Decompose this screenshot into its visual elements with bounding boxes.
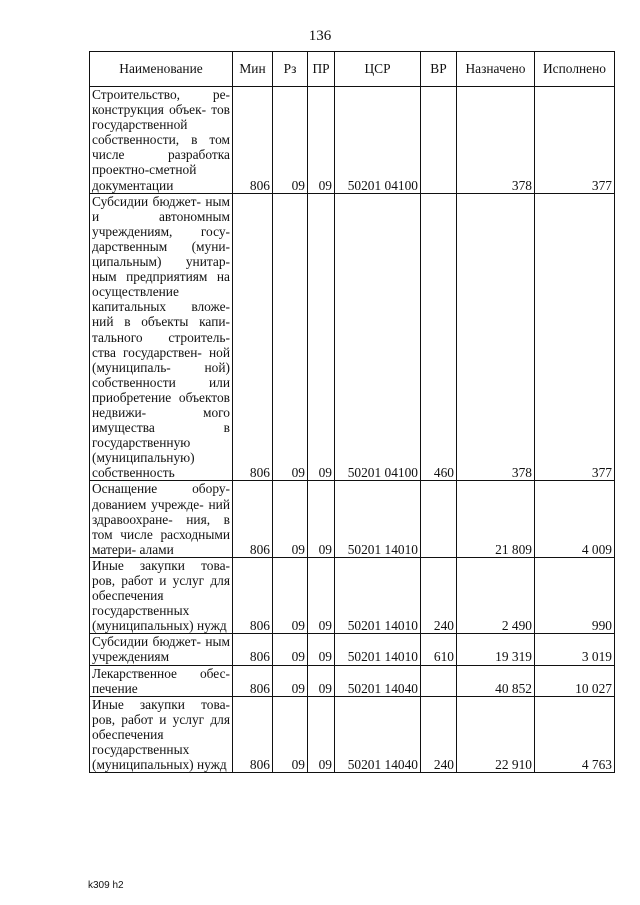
cell-assigned: 378 [457, 87, 535, 194]
cell-name-line: Оснащение обору- [92, 481, 230, 497]
cell-name-line: нужд [197, 757, 227, 773]
cell-name-line: собственность [92, 465, 175, 481]
cell-name-line: ципальным) унитар- [92, 254, 230, 270]
cell-rz: 09 [273, 696, 308, 772]
cell-name-line: учреждениям, госу- [92, 223, 230, 239]
cell-name-line: для обеспечения [92, 573, 230, 604]
header-name: Наименование [90, 52, 233, 87]
cell-name-line: капитальных вложе- [92, 299, 230, 315]
cell-csr: 50201 04100 [335, 87, 421, 194]
header-vr: ВР [421, 52, 457, 87]
cell-vr [421, 481, 457, 557]
cell-assigned: 40 852 [457, 665, 535, 696]
cell-name-line: государственных [92, 742, 190, 758]
cell-min: 806 [233, 665, 273, 696]
cell-name [90, 481, 233, 557]
cell-name-line: Иные закупки това- [92, 557, 230, 573]
cell-executed: 990 [535, 557, 615, 633]
cell-pr: 09 [308, 696, 335, 772]
header-min: Мин [233, 52, 273, 87]
cell-rz: 09 [273, 634, 308, 665]
cell-name-line: государственных [92, 603, 190, 619]
cell-assigned: 2 490 [457, 557, 535, 633]
cell-name-line: конструкция объек- [92, 102, 207, 118]
cell-rz: 09 [273, 193, 308, 481]
cell-name-line: ний здравоохране- [92, 496, 230, 527]
cell-min: 806 [233, 634, 273, 665]
cell-name-line: дарственным (муни- [92, 238, 230, 254]
cell-vr [421, 87, 457, 194]
table-row [90, 665, 615, 696]
cell-min: 806 [233, 193, 273, 481]
cell-vr: 240 [421, 557, 457, 633]
cell-rz: 09 [273, 481, 308, 557]
cell-name-line: нужд [197, 618, 227, 634]
cell-name-line: тального строитель- [92, 329, 230, 345]
cell-csr: 50201 04100 [335, 193, 421, 481]
cell-name [90, 634, 233, 665]
cell-name-line: ным и автономным [92, 193, 230, 224]
cell-name [90, 193, 233, 481]
cell-rz: 09 [273, 557, 308, 633]
cell-pr: 09 [308, 557, 335, 633]
cell-pr: 09 [308, 665, 335, 696]
cell-name-line: (муниципальных) [92, 757, 194, 773]
cell-name-line: для обеспечения [92, 711, 230, 742]
cell-csr: 50201 14040 [335, 696, 421, 772]
cell-pr: 09 [308, 193, 335, 481]
cell-name-line: проектно-сметной [92, 162, 197, 178]
cell-name [90, 87, 233, 194]
cell-rz: 09 [273, 87, 308, 194]
cell-executed: 3 019 [535, 634, 615, 665]
cell-assigned: 22 910 [457, 696, 535, 772]
cell-min: 806 [233, 557, 273, 633]
cell-name-line: ным предприятиям [92, 269, 208, 285]
cell-pr: 09 [308, 634, 335, 665]
cell-name-line: ров, работ и услуг [92, 711, 205, 727]
cell-name-line: печение [92, 680, 138, 696]
table-row [90, 557, 615, 633]
cell-name-line: расходными матери- [92, 526, 230, 557]
cell-assigned: 378 [457, 193, 535, 481]
cell-vr [421, 665, 457, 696]
header-rz: Рз [273, 52, 308, 87]
cell-name-line: или приобретение [92, 374, 230, 405]
cell-name-line: (муниципальную) [92, 450, 195, 466]
cell-csr: 50201 14010 [335, 634, 421, 665]
cell-name-line: государственную [92, 435, 191, 451]
table-row [90, 634, 615, 665]
cell-pr: 09 [308, 87, 335, 194]
cell-name-line: ным учреждениям [92, 634, 230, 665]
cell-rz: 09 [273, 665, 308, 696]
cell-name-line: объектов недвижи- [92, 389, 230, 420]
cell-name-line: мого имущества в [92, 404, 230, 436]
cell-min: 806 [233, 696, 273, 772]
cell-vr: 460 [421, 193, 457, 481]
cell-executed: 377 [535, 87, 615, 194]
cell-name-line: Лекарственное обес- [92, 665, 230, 681]
cell-name-line: ний в объекты капи- [92, 314, 230, 330]
cell-min: 806 [233, 87, 273, 194]
header-assigned: Назначено [457, 52, 535, 87]
table-row [90, 696, 615, 772]
cell-executed: 10 027 [535, 665, 615, 696]
cell-name-line: тов государственной [92, 102, 230, 133]
cell-min: 806 [233, 481, 273, 557]
budget-table [89, 51, 615, 773]
cell-name-line: собственности, в том [92, 132, 230, 148]
header-executed: Исполнено [535, 52, 615, 87]
cell-csr: 50201 14010 [335, 481, 421, 557]
cell-executed: 4 009 [535, 481, 615, 557]
cell-assigned: 21 809 [457, 481, 535, 557]
cell-name-line: ров, работ и услуг [92, 573, 205, 588]
cell-csr: 50201 14010 [335, 557, 421, 633]
table-header-row [90, 52, 615, 87]
cell-executed: 4 763 [535, 696, 615, 772]
cell-name [90, 665, 233, 696]
cell-name-line: документации [92, 177, 174, 193]
table-row [90, 193, 615, 481]
cell-name-line: (муниципальных) [92, 618, 194, 634]
cell-csr: 50201 14040 [335, 665, 421, 696]
cell-name [90, 557, 233, 633]
cell-name-line: Субсидии бюджет- [92, 193, 201, 209]
cell-name-line: Строительство, ре- [92, 87, 230, 102]
cell-name-line: алами [139, 541, 174, 557]
cell-name-line: дованием учрежде- [92, 496, 204, 512]
cell-name-line: числе разработка [92, 147, 230, 163]
cell-name-line: Субсидии бюджет- [92, 634, 201, 650]
table-row [90, 87, 615, 194]
cell-name-line: Иные закупки това- [92, 696, 230, 712]
cell-name-line: на осуществление [92, 269, 230, 300]
cell-name-line: ной (муниципаль- [92, 344, 230, 375]
cell-executed: 377 [535, 193, 615, 481]
cell-pr: 09 [308, 481, 335, 557]
cell-name-line: ния, в том числе [92, 511, 230, 542]
cell-name-line: ной) собственности [92, 359, 230, 390]
header-csr: ЦСР [335, 52, 421, 87]
header-pr: ПР [308, 52, 335, 87]
cell-assigned: 19 319 [457, 634, 535, 665]
cell-name-line: ства государствен- [92, 344, 202, 360]
cell-vr: 610 [421, 634, 457, 665]
page-number: 136 [308, 28, 332, 44]
cell-name [90, 696, 233, 772]
cell-vr: 240 [421, 696, 457, 772]
footer-code: k309 h2 [88, 880, 124, 891]
table-row [90, 481, 615, 557]
